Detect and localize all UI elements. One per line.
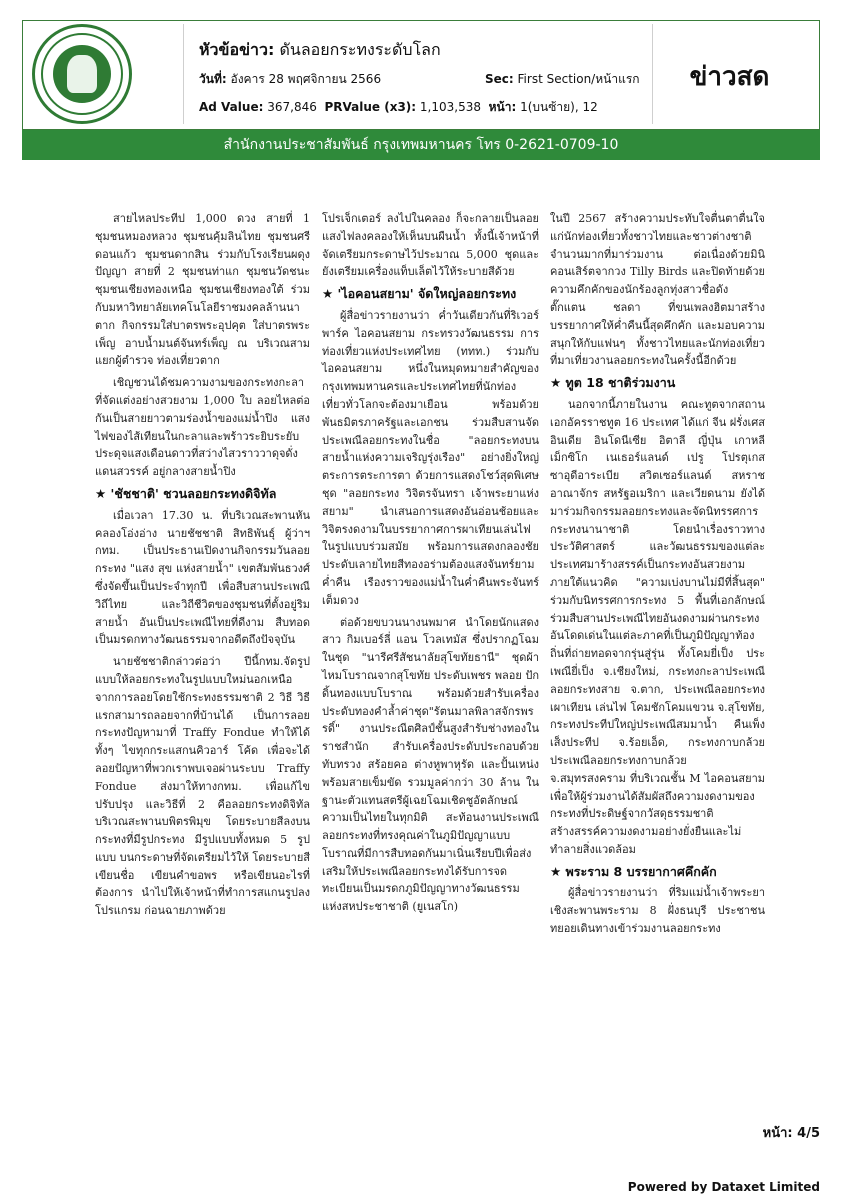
section-heading: ★ 'ชัชชาติ' ชวนลอยกระทงดิจิทัล (95, 485, 277, 501)
powered-by: Powered by Dataxet Limited (627, 1180, 820, 1194)
agency-banner: สำนักงานประชาสัมพันธ์ กรุงเทพมหานคร โทร 0-2621-0709-10 (22, 130, 820, 160)
value-row (199, 98, 598, 117)
bma-seal-logo (32, 24, 132, 124)
article-paragraph: นอกจากนี้ภายในงาน คณะทูตจากสถานเอกอัครราชทูต 16 ประเทศ ได้แก่ จีน ฝรั่งเศส อินเดีย อินโดนีเซีย อิตาลี ญี่ปุ่น เกาหลี เม็กซิโก เนเธอร์แลนด์ เปรู โปรตุเกส ซาอุดีอาระเบีย สวิตเซอร์แลนด์ สหราชอาณาจักร สหรัฐอเมริกา และเวียดนาม ยังได้มาร่วมกิจกรรมลอยกระทงและจัดนิทรรศการกระทงนานาชาติ โดยนำเรื่องราวทางประวัติศาสตร์ และวัฒนธรรมของแต่ละประเทศมาร้างสรรค์เป็นกระทงอันสวยงามภายใต้แนวคิด "ความเบ่งบานไม่มีที่สิ้นสุด" ร่วมกับนิทรรศการกระทง 5 พื้นที่เอกลักษณ์ ร่วมสืบสานประเพณีไทยอันงดงามผ่านกระทงอันโดดเด่นในแต่ละภาคที่เป็นภูมิปัญญาท้องถิ่นที่ถ่ายทอดจากรุ่นสู่รุ่น ทั้งโคมยี่เป็ง ประเพณียี่เป็ง จ.เชียงใหม่, กระทงกะลาประเพณีลอยกระทงสาย จ.ตาก, ประเพณีลอยกระทง เผาเทียน เล่นไฟ โคมชักโคมแขวน จ.สุโขทัย, กระทงประทีปใหญ่ประเพณีสมมาน้ำ คืนเพ็ง เส็งประทีป จ.ร้อยเอ็ด, กระทงกาบกล้วย ประเพณีลอยกระทงกาบกล้วย จ.สมุทรสงคราม ที่บริเวณชั้น M ไอคอนสยาม เพื่อให้ผู้ร่วมงานได้สัมผัสถึงความงดงามของกระทงที่ประดิษฐ์จากวัสดุธรรมชาติ สร้างสรรค์ความงดงามอย่างยั่งยืนและไม่ทำลายสิ่งแวดล้อม (550, 397, 765, 856)
header-divider (183, 24, 184, 124)
pr-value-label: PRValue (x3): (324, 100, 417, 114)
section-label: Sec: (485, 72, 514, 86)
article-paragraph: เมื่อเวลา 17.30 น. ที่บริเวณสะพานหันคลองโอ่งอ่าง นายชัชชาติ สิทธิพันธุ์ ผู้ว่าฯ กทม. เป็นประธานเปิดงานกิจกรรมวันลอยกระทง "แสง สุข แห่งสายน้ำ" เขตสัมพันธวงศ์ ซึ่งจัดขึ้นเป็นประจำทุกปี เพื่อสืบสานประเพณีวิถีไทย และวิถีชีวิตของชุมชนที่ตั้งอยู่ริมสายน้ำ อันเป็นประเพณีไทยที่ดีงาม สืบทอดเป็นมรดกทางวัฒนธรรมจากอดีตถึงปัจจุบัน (95, 508, 310, 647)
pr-value: 1,103,538 (419, 100, 481, 114)
ad-value-label: Ad Value: (199, 100, 264, 114)
publication-brand: ข่าวสด (689, 62, 770, 92)
page-number: หน้า: 4/5 (762, 1126, 820, 1141)
section-heading: ★ พระราม 8 บรรยากาศคึกคัก (550, 863, 717, 879)
page-label: หน้า: (488, 100, 517, 114)
headline-label: หัวข้อข่าว: (199, 40, 275, 59)
article-paragraph: สายไหลประทีป 1,000 ดวง สายที่ 1 ชุมชนหมองหลวง ชุมชนคุ้มลินไทย ชุมชนศรีดอนแก้ว ชุมชนดากสิน ร่วมกับโรงเรียนผดุงปัญญา สายที่ 2 ชุมชนท่าแก ชุมชนวัดชนะ ชุมชนเชียงทองเหนือ ชุมชนเชียงทองใต้ ร่วมกับมหาวิทยาลัยเทคโนโลยีราชมงคลล้านนาตาก กิจกรรมใส่บาตรพระอุปคุต ใส่บาตรพระเพ็ญ อาบน้ำมนต์จันทร์เพ็ญ ณ บริเวณสามแยกผู้ตำรวจ ท่องเที่ยวตาก (95, 212, 310, 368)
article-column-3 (550, 210, 765, 942)
headline-value: ดันลอยกระทงระดับโลก (279, 40, 441, 59)
article-column-1 (95, 210, 310, 924)
date-row (199, 70, 381, 89)
ad-value: 367,846 (267, 100, 317, 114)
page-value: 1(บนซ้าย), 12 (520, 100, 598, 114)
section-row (485, 70, 640, 89)
article-paragraph: ในปี 2567 สร้างความประทับใจตื่นตาตื่นใจแก่นักท่องเที่ยวทั้งชาวไทยและชาวต่างชาติจำนวนมากที่มาร่วมงาน ต่อเนื่องด้วยมินิคอนเสิร์ตจากวง Tilly Birds และปิดท้ายด้วยความคึกคักของนักร้องลูกทุ่งสาวชื่อดัง ตั๊กแตน ชลดา ที่ขนเพลงฮิตมาสร้างบรรยากาศให้ค่ำคืนนี้สุดคึกคัก และมอบความสนุกให้กับแฟนๆ ทั้งชาวไทยและนักท่องเที่ยวที่มาเที่ยวงานลอยกระทงในครั้งนี้อีกด้วย (550, 212, 765, 368)
date-label: วันที่: (199, 72, 227, 86)
section-value: First Section/หน้าแรก (517, 72, 640, 86)
article-paragraph: ต่อด้วยขบวนนางนพมาศ นำโดยนักแสดงสาว กิมเบอร์ลี่ แอน โวลเทมัส ซึ่งปรากฏโฉมในชุด "นารีศรีสัชนาลัยสุโขทัยธานี" ชุดผ้าไหมโบราณจากสุโขทัย ประดับเพชร พลอย ปักดิ้นทองแบบโบราณ พร้อมด้วยสำรับเครื่องประดับทองคำล้ำค่าชุด"รัตนมาลพิลาสจักรพรรดิ์" งานประณีตศิลป์ชั้นสูงสำรับช่างทองในราชสำนัก สำรับเครื่องประดับประกอบด้วย ทับทรวง สร้อยคอ ต่างหูพาหุรัด และปั้นเหน่งพร้อมสายเข็มขัด รวมมูลค่ากว่า 30 ล้าน ในฐานะตัวแทนสตรีผู้เฉยโฉมเชิดชูอัตลักษณ์ความเป็นไทยในทุกมิติ สะท้อนงานประเพณีลอยกระทงที่ทรงคุณค่าในภูมิปัญญาแบบโบราณที่มีการสืบทอดกันมาเนิ่นเรียบปีเพื่อส่งเสริมให้ประเพณีลอยกระทงได้รับการจดทะเบียนเป็นมรดกภูมิปัญญาทางวัฒนธรรมแห่งสหประชาชาติ (ยูเนสโก) (322, 615, 539, 914)
article-paragraph: ผู้สื่อข่าวรายงานว่า ที่ริมแม่น้ำเจ้าพระยาเชิงสะพานพระราม 8 ฝั่งธนบุรี ประชาชนทยอยเดินทางเข้าร่วมงานลอยกระทง (550, 886, 765, 936)
date-value: อังคาร 28 พฤศจิกายน 2566 (230, 72, 382, 86)
article-column-2 (322, 210, 539, 920)
header-divider (652, 24, 653, 124)
article-paragraph: โปรเจ็กเตอร์ ลงไปในคลอง ก็จะกลายเป็นลอยแสงไฟลงคลองให้เห็นบนผืนน้ำ ทั้งนี้เจ้าหน้าที่จัดเตรียมกระดาษไว้ประมาณ 5,000 ชุดและยังเตรียมเครื่องแท็บเล็ตไว้ให้ระบายสีด้วย (322, 212, 539, 279)
article-paragraph: นายชัชชาติกล่าวต่อว่า ปีนี้กทม.จัดรูปแบบให้ลอยกระทงในรูปแบบใหม่นอกเหนือจากการลอยโดยใช้กระทงธรรมชาติ 2 วิธี วิธีแรกสามารถลอยจากที่บ้านได้ เป็นการลอยกระทงปัญหามาที่ Traffy Fondue ทำให้ได้ทั้งๆ ไขทุกกระแสกนคิวอาร์ โค้ด เพื่อจะได้ลอยปัญหาที่พวกเราพบเจอผ่านระบบ Traffy Fondue ส่งมาให้ทางกทม. เพื่อแก้ไข ปรับปรุง และวิธีที่ 2 คือลอยกระทงดิจิทัล บริเวณสะพานบพิตรพิมุข โดยระบายสีลงบนกระทงที่มีรูปกระทง มีรูปแบบทั้งหมด 5 รูปแบบ บนกระดาษที่จัดเตรียมไว้ให้ โดยระบายสี เขียนชื่อ เขียนคำขอพร หรือเขียนอะไรที่ต้องการ นำไปให้เจ้าหน้าที่ทำการสแกนรูปลงโปรแกรม ก่อนฉายภาพด้วย (95, 655, 310, 918)
seal-emblem-icon (53, 45, 111, 103)
article-paragraph: เชิญชวนได้ชมความงามของกระทงกะลาที่จัดแต่งอย่างสวยงาม 1,000 ใบ ลอยไหลต่อกันเป็นสายยาวตามร่องน้ำของแม่น้ำปิง แสงไฟของไส้เทียนในกะลาและพร้าวระยิบระยับ ประดุจแสงเดือนดาวที่สว่างไสวราววาดุจดั่งแดนสวรรค์ อยู่กลางสายน้ำปิง (95, 376, 310, 479)
headline-row (199, 38, 441, 63)
section-heading: ★ 'ไอคอนสยาม' จัดใหญ่ลอยกระทง (322, 286, 517, 302)
section-heading: ★ ทูต 18 ชาติร่วมงาน (550, 375, 676, 391)
article-paragraph: ผู้สื่อข่าวรายงานว่า ค่ำวันเดียวกันที่ริเวอร์ พาร์ค ไอคอนสยาม กระทรวงวัฒนธรรม การท่องเที่ยวแห่งประเทศไทย (ททท.) ร่วมกับ ไอคอนสยาม หนึ่งในหมุดหมายสำคัญของกรุงเทพมหานครและประเทศไทยที่นักท่องเที่ยวทั่วโลกจะต้องมาเยือน พร้อมด้วยพันธมิตรภาครัฐและเอกชน ร่วมสืบสานจัดประเพณีลอยกระทงในชื่อ "ลอยกระทงบนสายน้ำแห่งความเจริญรุ่งเรือง" อย่างยิ่งใหญ่ตระการตระการตา ด้วยการแสดงโชว์สุดพิเศษชุด "ลอยกระทง วิจิตรจันทรา เจ้าพระยาแห่งสยาม" นำเสนอการแสดงอันอ่อนช้อยและวิจิตรงดงามในบรรยากาศการผาเทียนเล่นไฟในรูปแบบร่วมสมัย พร้อมการแสดงกลองชัยประดับเลายไทยสีทองอร่ามต้องแสงจันทร์ยามค่ำคืน เรืองราวของแม่น้ำในค่ำคืนพระจันทร์เต็มดวง (322, 308, 539, 607)
